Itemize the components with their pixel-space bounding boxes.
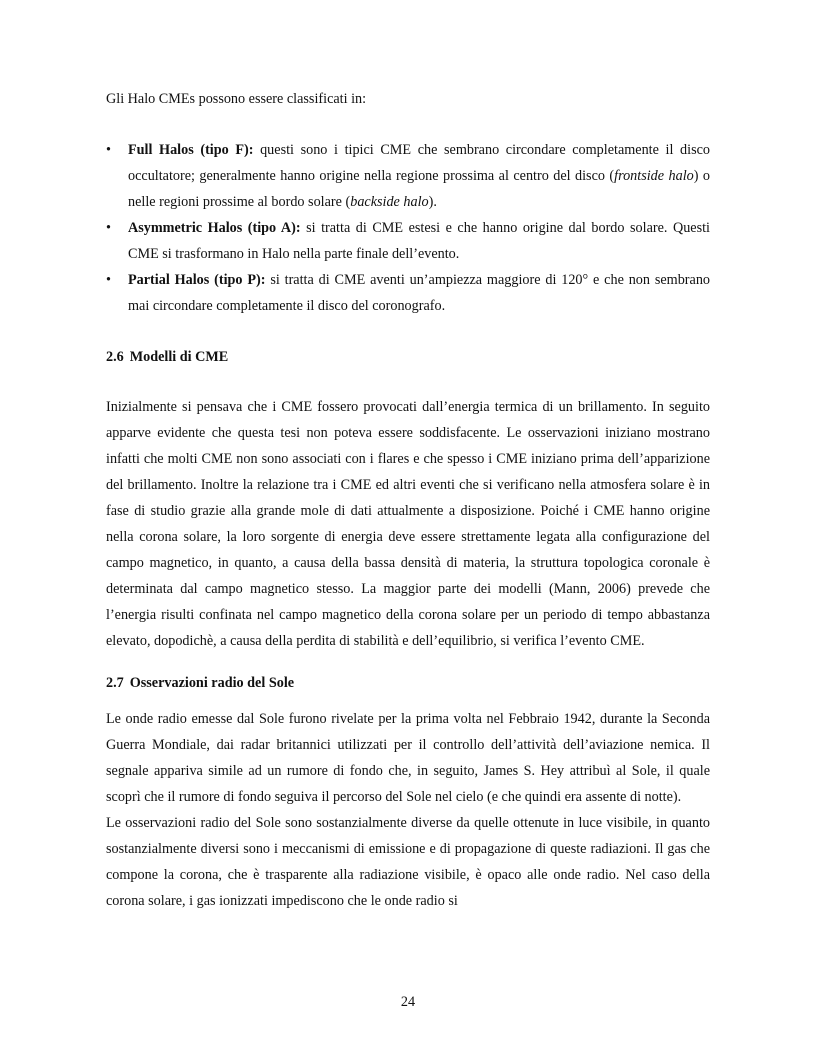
halo-classification-list	[106, 137, 710, 319]
section-heading-2-7	[106, 670, 710, 696]
bullet-icon: •	[106, 220, 111, 236]
intro-text: Gli Halo CMEs possono essere classificati in:	[106, 91, 367, 107]
list-item-asymmetric-halos	[106, 215, 710, 267]
section-2-7-paragraph-1: Le onde radio emesse dal Sole furono rivelate per la prima volta nel Febbraio 1942, durante la Seconda Guerra Mondiale, dai radar britannici utilizzati per il controllo dell’attività dell’aviazione nemica. Il segnale appariva simile ad un rumore di fondo che, in seguito, James S. Hey attribuì al Sole, il quale scoprì che il rumore di fondo seguiva il percorso del Sole nel cielo (e che quindi era assente di notte).	[106, 711, 710, 805]
frontside-halo-term: frontside halo	[614, 168, 694, 184]
term-partial-halos: Partial Halos (tipo P):	[128, 272, 266, 288]
section-number: 2.6	[106, 349, 124, 365]
list-item-partial-halos	[106, 267, 710, 319]
bullet-icon: •	[106, 272, 111, 288]
section-2-6-paragraph: Inizialmente si pensava che i CME fossero provocati dall’energia termica di un brillamento. In seguito apparve evidente che questa tesi non poteva essere soddisfacente. Le osservazioni iniziano mostrano infatti che molti CME non sono associati con i flares e che spesso i CME iniziano prima dell’apparizione del brillamento. Inoltre la relazione tra i CME ed altri eventi che si verificano nella atmosfera solare è in fase di studio grazie alla grande mole di dati attualmente a disposizione. Poiché i CME hanno origine nella corona solare, la loro sorgente di energia deve essere strettamente legata alla configurazione del campo magnetico, in quanto, a causa della bassa densità di materia, la struttura topologica coronale è determinata dal campo magnetico stesso. La maggior parte dei modelli (Mann, 2006) prevede che l’energia risulti confinata nel campo magnetico della corona solare per un periodo di tempo abbastanza elevato, dopodichè, a causa della perdita di stabilità e dell’equilibrio, si verifica l’evento CME.	[106, 399, 710, 649]
term-asymmetric-halos: Asymmetric Halos (tipo A):	[128, 220, 301, 236]
section-2-7-paragraph-2: Le osservazioni radio del Sole sono sostanzialmente diverse da quelle ottenute in luce visibile, in quanto sostanzialmente diversi sono i meccanismi di emissione e di propagazione di queste radiazioni. Il gas che compone la corona, che è trasparente alla radiazione visibile, è opaco alle onde radio. Nel caso della corona solare, i gas ionizzati impediscono che le onde radio si	[106, 815, 710, 909]
section-title: Osservazioni radio del Sole	[129, 675, 295, 691]
backside-halo-term: backside halo	[350, 194, 429, 210]
page-number: 24	[400, 994, 416, 1010]
partial-halos-text: si tratta di CME aventi un’ampiezza maggiore di 120° e che non sembrano mai circondare completamente il disco del coronografo.	[128, 272, 711, 314]
term-full-halos: Full Halos (tipo F):	[128, 142, 254, 158]
list-item-full-halos	[106, 137, 710, 215]
bullet-icon: •	[106, 142, 111, 158]
section-title: Modelli di CME	[129, 349, 229, 365]
section-number: 2.7	[106, 675, 124, 691]
asymmetric-halos-text: si tratta di CME estesi e che hanno origine dal bordo solare. Questi CME si trasformano in Halo nella parte finale dell’evento.	[128, 220, 710, 262]
full-halos-text-pre: questi sono i tipici CME che sembrano circondare completamente il disco occultatore; generalmente hanno origine nella regione prossima al centro del disco (	[128, 142, 710, 184]
full-halos-text-post: ).	[428, 194, 437, 210]
section-heading-2-6	[106, 344, 710, 370]
full-halos-text-mid: ) o nelle regioni prossime al bordo solare (	[128, 168, 710, 210]
page-content	[106, 86, 710, 914]
